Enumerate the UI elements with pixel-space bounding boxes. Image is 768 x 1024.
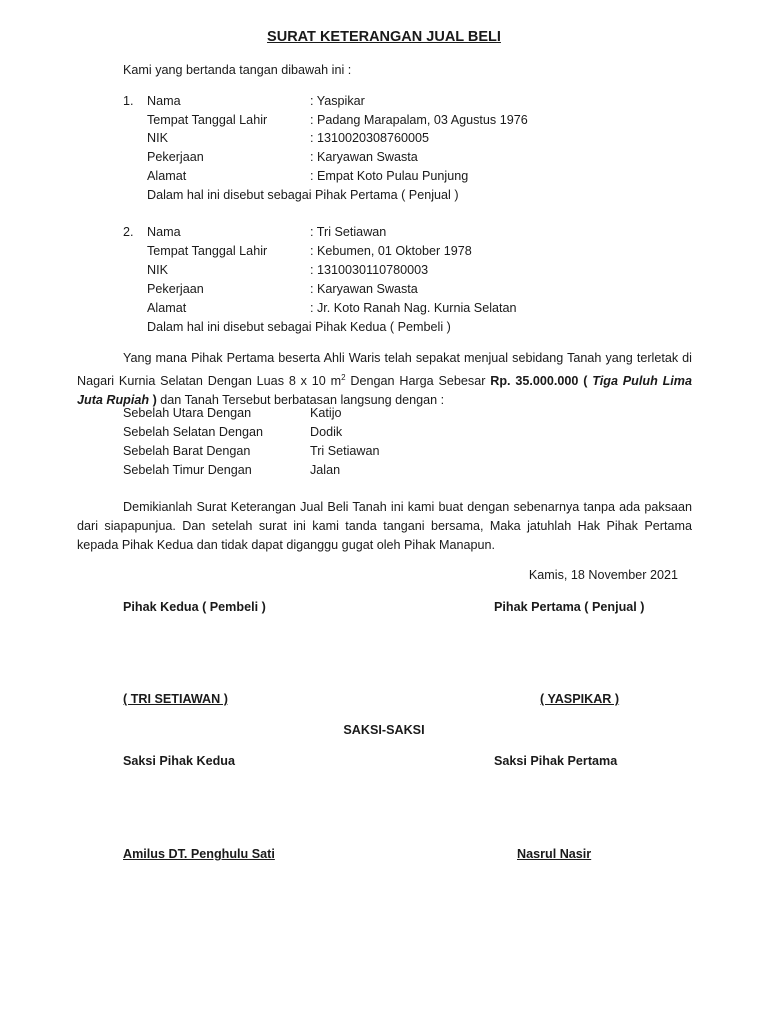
witness-seller-name: Nasrul Nasir <box>517 847 592 861</box>
party-designation: Dalam hal ini disebut sebagai Pihak Pertama ( Penjual ) <box>147 188 459 202</box>
field-value: : Jr. Koto Ranah Nag. Kurnia Selatan <box>310 301 517 315</box>
buyer-signature-heading: Pihak Kedua ( Pembeli ) <box>123 600 266 614</box>
party-number: 2. <box>123 225 134 239</box>
field-value: : Yaspikar <box>310 94 365 108</box>
field-label: Nama <box>147 94 181 108</box>
field-label: Alamat <box>147 301 187 315</box>
witness-buyer-heading: Saksi Pihak Kedua <box>123 754 235 768</box>
field-label: Nama <box>147 225 181 239</box>
field-value: : 1310030110780003 <box>310 263 429 277</box>
agreement-price-words: Tiga Puluh Lima Juta Rupiah <box>77 374 692 408</box>
intro-text: Kami yang bertanda tangan dibawah ini : <box>123 63 352 77</box>
field-value: : 1310020308760005 <box>310 131 430 145</box>
agreement-price-intro: Dengan Harga Sebesar <box>345 374 491 389</box>
field-value: : Empat Koto Pulau Punjung <box>310 169 469 183</box>
area-unit-superscript: 2 <box>341 373 346 382</box>
closing-text: Demikianlah Surat Keterangan Jual Beli Tanah ini kami buat dengan sebenarnya tanpa ada paksaan dari siapapunjua. Dan setelah surat ini kami tanda tangani bersama, Maka jatuhlah Hak Pihak Pertama kepada Pihak Kedua dan tidak dapat diganggu gugat oleh Pihak Manapun. <box>77 500 692 552</box>
field-value: : Karyawan Swasta <box>310 150 418 164</box>
border-value: Dodik <box>310 425 343 439</box>
border-value: Jalan <box>310 463 341 477</box>
field-value: : Padang Marapalam, 03 Agustus 1976 <box>310 113 528 127</box>
seller-signature-heading: Pihak Pertama ( Penjual ) <box>494 600 645 614</box>
buyer-signature-name: ( TRI SETIAWAN ) <box>123 692 228 706</box>
border-value: Tri Setiawan <box>310 444 380 458</box>
document-date: Kamis, 18 November 2021 <box>528 568 678 582</box>
witnesses-heading: SAKSI-SAKSI <box>343 723 425 737</box>
field-label: NIK <box>147 131 168 145</box>
agreement-price: Rp. 35.000.000 ( <box>490 374 588 389</box>
field-label: Alamat <box>147 169 187 183</box>
agreement-text: Yang mana Pihak Pertama beserta Ahli Waris telah sepakat menjual sebidang Tanah yang terletak di Nagari Kurnia Selatan Dengan Luas 8 x 10 m <box>77 351 692 389</box>
party-number: 1. <box>123 94 134 108</box>
field-value: : Karyawan Swasta <box>310 282 418 296</box>
agreement-border-intro: dan Tanah Tersebut berbatasan langsung dengan : <box>156 393 445 408</box>
field-label: Pekerjaan <box>147 282 204 296</box>
field-value: : Kebumen, 01 Oktober 1978 <box>310 244 472 258</box>
border-label: Sebelah Timur Dengan <box>123 463 252 477</box>
field-label: Tempat Tanggal Lahir <box>147 113 268 127</box>
border-label: Sebelah Selatan Dengan <box>123 425 264 439</box>
closing-paragraph <box>77 498 692 555</box>
border-label: Sebelah Barat Dengan <box>123 444 251 458</box>
agreement-paragraph <box>77 349 692 410</box>
agreement-price-close: ) <box>152 393 157 408</box>
field-label: Tempat Tanggal Lahir <box>147 244 268 258</box>
witness-seller-heading: Saksi Pihak Pertama <box>494 754 618 768</box>
field-value: : Tri Setiawan <box>310 225 387 239</box>
field-label: NIK <box>147 263 168 277</box>
seller-signature-name: ( YASPIKAR ) <box>540 692 620 706</box>
field-label: Pekerjaan <box>147 150 204 164</box>
document-title: SURAT KETERANGAN JUAL BELI <box>267 29 501 45</box>
border-label: Sebelah Utara Dengan <box>123 406 252 420</box>
witness-buyer-name: Amilus DT. Penghulu Sati <box>123 847 275 861</box>
party-designation: Dalam hal ini disebut sebagai Pihak Kedua ( Pembeli ) <box>147 320 451 334</box>
border-value: Katijo <box>310 406 342 420</box>
